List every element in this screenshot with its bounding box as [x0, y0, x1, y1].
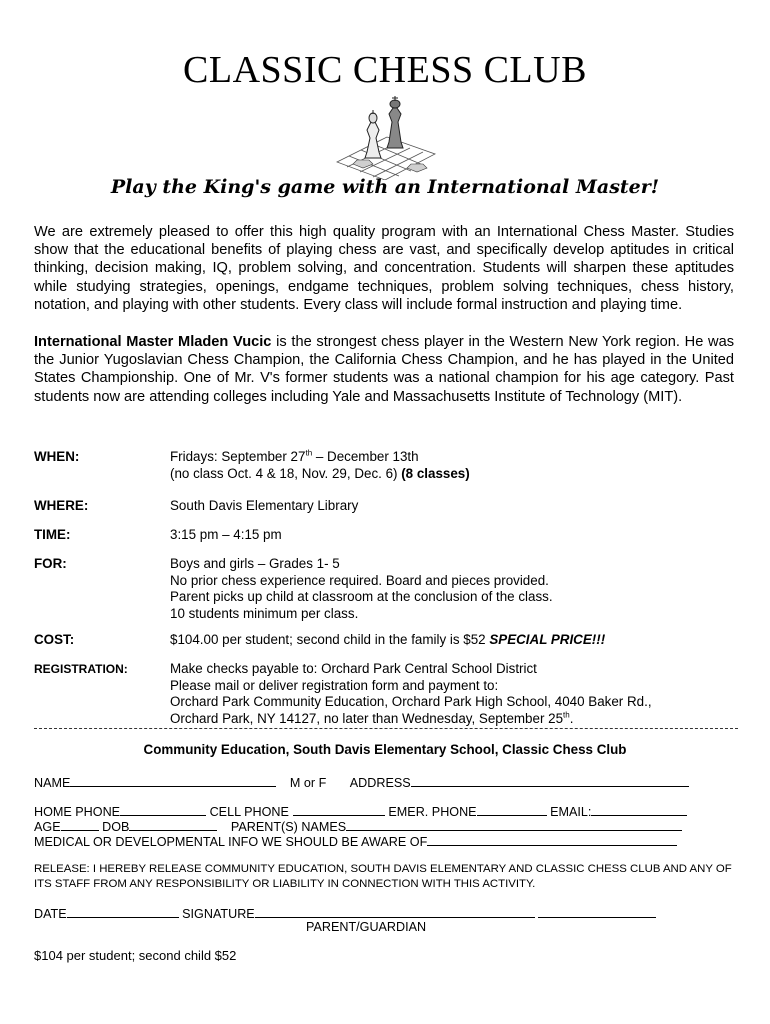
registration-deadline-end: .	[569, 710, 574, 726]
date-label: DATE	[34, 907, 67, 921]
for-label: FOR:	[34, 556, 67, 571]
registration-deadline-sup: th	[563, 710, 570, 720]
name-field[interactable]	[70, 774, 276, 787]
instructor-name: International Master Mladen Vucic	[34, 334, 272, 350]
cut-line	[34, 728, 738, 729]
bio-paragraph	[34, 333, 734, 406]
parent-guardian-label: PARENT/GUARDIAN	[306, 920, 427, 934]
signature-date-field[interactable]	[538, 905, 656, 918]
for-line: Boys and girls – Grades 1- 5	[170, 556, 340, 571]
parents-field[interactable]	[346, 818, 682, 831]
where-label: WHERE:	[34, 498, 89, 513]
for-line: 10 students minimum per class.	[170, 605, 359, 621]
when-no-class: (no class Oct. 4 & 18, Nov. 29, Dec. 6)	[170, 465, 402, 481]
registration-label: REGISTRATION:	[34, 662, 128, 676]
dob-label: DOB	[102, 820, 130, 834]
email-field[interactable]	[591, 803, 687, 816]
special-price: SPECIAL PRICE!!!	[489, 632, 606, 647]
footer-price: $104 per student; second child $52	[34, 948, 237, 963]
dob-field[interactable]	[129, 818, 217, 831]
address-field[interactable]	[411, 774, 689, 787]
medical-field[interactable]	[427, 833, 677, 846]
parents-label: PARENT(S) NAMES	[230, 820, 347, 834]
address-label: ADDRESS	[349, 776, 411, 790]
medical-label: MEDICAL OR DEVELOPMENTAL INFO WE SHOULD BE AWARE OF	[34, 835, 428, 849]
where-value: South Davis Elementary Library	[170, 498, 359, 513]
page-title: CLASSIC CHESS CLUB	[183, 49, 587, 91]
emer-phone-label: EMER. PHONE	[388, 805, 477, 819]
email-label: EMAIL:	[550, 805, 592, 819]
cost-label: COST:	[34, 632, 75, 647]
when-dates-end: – December 13th	[312, 449, 419, 464]
for-line: Parent picks up child at classroom at the conclusion of the class.	[170, 589, 553, 605]
form-heading: Community Education, South Davis Elementary School, Classic Chess Club	[143, 742, 627, 757]
when-dates-start: Fridays: September 27	[170, 449, 306, 464]
registration-line: Please mail or deliver registration form and payment to:	[170, 677, 499, 693]
cell-phone-label: CELL PHONE	[209, 805, 289, 819]
cell-phone-field[interactable]	[293, 803, 385, 816]
signature-label: SIGNATURE	[182, 907, 255, 921]
gender-label: M or F	[289, 776, 327, 790]
emer-phone-field[interactable]	[477, 803, 547, 816]
name-label: NAME	[34, 776, 71, 790]
date-field[interactable]	[67, 905, 179, 918]
home-phone-field[interactable]	[120, 803, 206, 816]
time-label: TIME:	[34, 527, 71, 542]
release-text: RELEASE: I HEREBY RELEASE COMMUNITY EDUCATION, SOUTH DAVIS ELEMENTARY AND CLASSIC CHESS CLUB AND ANY OF ITS STAFF FROM ANY RESPONSIBILITY OR LIABILITY IN CONNECTION WITH THIS ACTIVITY.	[34, 863, 732, 890]
for-line: No prior chess experience required. Board and pieces provided.	[170, 572, 549, 588]
name-line	[34, 774, 689, 791]
when-label: WHEN:	[34, 449, 80, 464]
when-dates-sup: th	[305, 448, 313, 458]
home-phone-label: HOME PHONE	[34, 805, 121, 819]
medical-line	[34, 833, 677, 850]
age-label: AGE	[34, 820, 61, 834]
chess-pieces-on-board-icon	[327, 92, 442, 180]
registration-line: Orchard Park Community Education, Orchard Park High School, 4040 Baker Rd.,	[170, 694, 652, 710]
bio-text: is the strongest chess player in the Western New York region. He was the Junior Yugoslavian Chess Champion, the California Chess Champion, and he has played in the United States Championship. One of Mr. V's former students was a national champion for his age category. Past students now are attending colleges including Yale and Massachusetts Institute of Technology (MIT).	[34, 334, 734, 405]
registration-line: Make checks payable to: Orchard Park Central School District	[170, 661, 537, 676]
signature-field[interactable]	[255, 905, 535, 918]
intro-paragraph: We are extremely pleased to offer this high quality program with an International Chess Master. Studies show that the educational benefits of playing chess are vast, and specifically develop aptitudes in critical thinking, decision making, IQ, problem solving, and concentration. Students will sharpen these aptitudes while studying strategies, openings, endgame techniques, problem solving techniques, chess history, notation, and playing with other students. Every class will include formal instruction and playing time.	[34, 224, 734, 313]
registration-deadline: Orchard Park, NY 14127, no later than Wednesday, September 25	[170, 710, 564, 726]
tagline: Play the King's game with an International Master!	[110, 176, 660, 198]
cost-value: $104.00 per student; second child in the family is $52	[170, 632, 490, 647]
when-class-count: (8 classes)	[401, 465, 470, 481]
age-field[interactable]	[61, 818, 99, 831]
time-value: 3:15 pm – 4:15 pm	[170, 527, 282, 542]
